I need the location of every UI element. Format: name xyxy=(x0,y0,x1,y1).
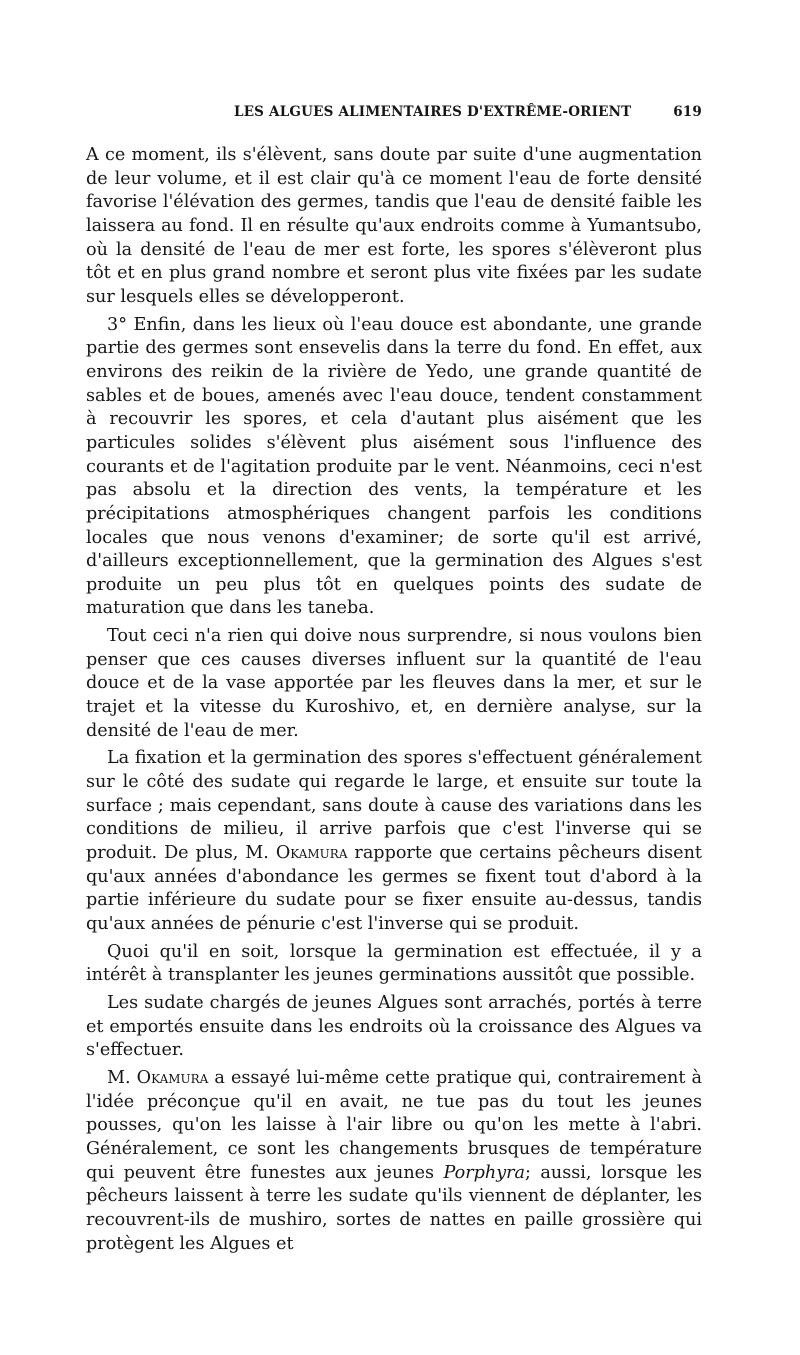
book-page xyxy=(86,102,702,1260)
text-run: ; aussi, lorsque les pêcheurs laissent à terre les sudate qu'ils viennent de déplanter, les recouvrent-ils de mushiro, sortes de nattes en paille grossière qui protègent les Algues et xyxy=(86,1162,702,1254)
paragraph: Les sudate chargés de jeunes Algues sont arrachés, portés à terre et emportés ensuite dans les endroits où la croissance des Algues va s'effectuer. xyxy=(86,992,702,1061)
running-header xyxy=(86,102,702,128)
page-number: 619 xyxy=(673,104,702,120)
genus-name: Porphyra xyxy=(443,1162,526,1183)
text-run: M. xyxy=(107,1067,137,1088)
paragraph xyxy=(86,1067,702,1256)
paragraph: Quoi qu'il en soit, lorsque la germination est effectuée, il y a intérêt à transplanter les jeunes germinations aussitôt que possible. xyxy=(86,941,702,986)
paragraph xyxy=(86,747,702,936)
paragraph: 3° Enfin, dans les lieux où l'eau douce est abondante, une grande partie des germes sont ensevelis dans la terre du fond. En effet, aux environs des reikin de la rivière de Yedo, une grande quantité de sables et de boues, amenés avec l'eau douce, tendent constamment à recouvrir les spores, et cela d'autant plus aisément que les particules solides s'élèvent plus aisément sous l'influence des courants et de l'agitation produite par le vent. Néanmoins, ceci n'est pas absolu et la direction des vents, la température et les précipitations atmosphériques changent parfois les conditions locales que nous venons d'examiner; de sorte qu'il est arrivé, d'ailleurs exceptionnellement, que la germination des Algues s'est produite un peu plus tôt en quelques points des sudate de maturation que dans les taneba. xyxy=(86,314,702,619)
text-run: rapporte que certains pêcheurs disent qu'aux années d'abondance les germes se fixent tout d'abord à la partie inférieure du sudate pour se fixer ensuite au-dessus, tandis qu'aux années de pénurie c'est l'inverse qui se produit. xyxy=(86,843,702,934)
paragraph: A ce moment, ils s'élèvent, sans doute par suite d'une augmentation de leur volume, et il est clair qu'à ce moment l'eau de forte densité favorise l'élévation des germes, tandis que l'eau de densité faible les laissera au fond. Il en résulte qu'aux endroits comme à Yumantsubo, où la densité de l'eau de mer est forte, les spores s'élèveront plus tôt et en plus grand nombre et seront plus vite fixées par les sudate sur lesquels elles se développeront. xyxy=(86,145,702,307)
text-run: La fixation et la germination des spores s'effectuent généralement sur le côté des sudate qui regarde le large, et ensuite sur toute la surface ; mais cependant, sans doute à cause des variations dans les conditions de milieu, il arrive parfois que c'est l'inverse qui se produit. De plus, M. xyxy=(86,748,702,864)
body-text xyxy=(86,144,702,1256)
text-run: a essayé lui-même cette pratique qui, contrairement à l'idée préconçue qu'il en avait, ne tue pas du tout les jeunes pousses, qu'on les laisse à l'air libre ou qu'on les mette à l'abri. Généralement, ce sont les changements brusques de température qui peuvent être funestes aux jeunes xyxy=(86,1067,703,1183)
author-name: Okamura xyxy=(136,1067,209,1088)
running-title: LES ALGUES ALIMENTAIRES D'EXTRÊME-ORIENT xyxy=(234,104,632,120)
author-name: Okamura xyxy=(275,843,348,864)
paragraph: Tout ceci n'a rien qui doive nous surprendre, si nous voulons bien penser que ces causes diverses influent sur la quantité de l'eau douce et de la vase apportée par les fleuves dans la mer, et sur le trajet et la vitesse du Kuroshivo, et, en dernière analyse, sur la densité de l'eau de mer. xyxy=(86,626,702,741)
